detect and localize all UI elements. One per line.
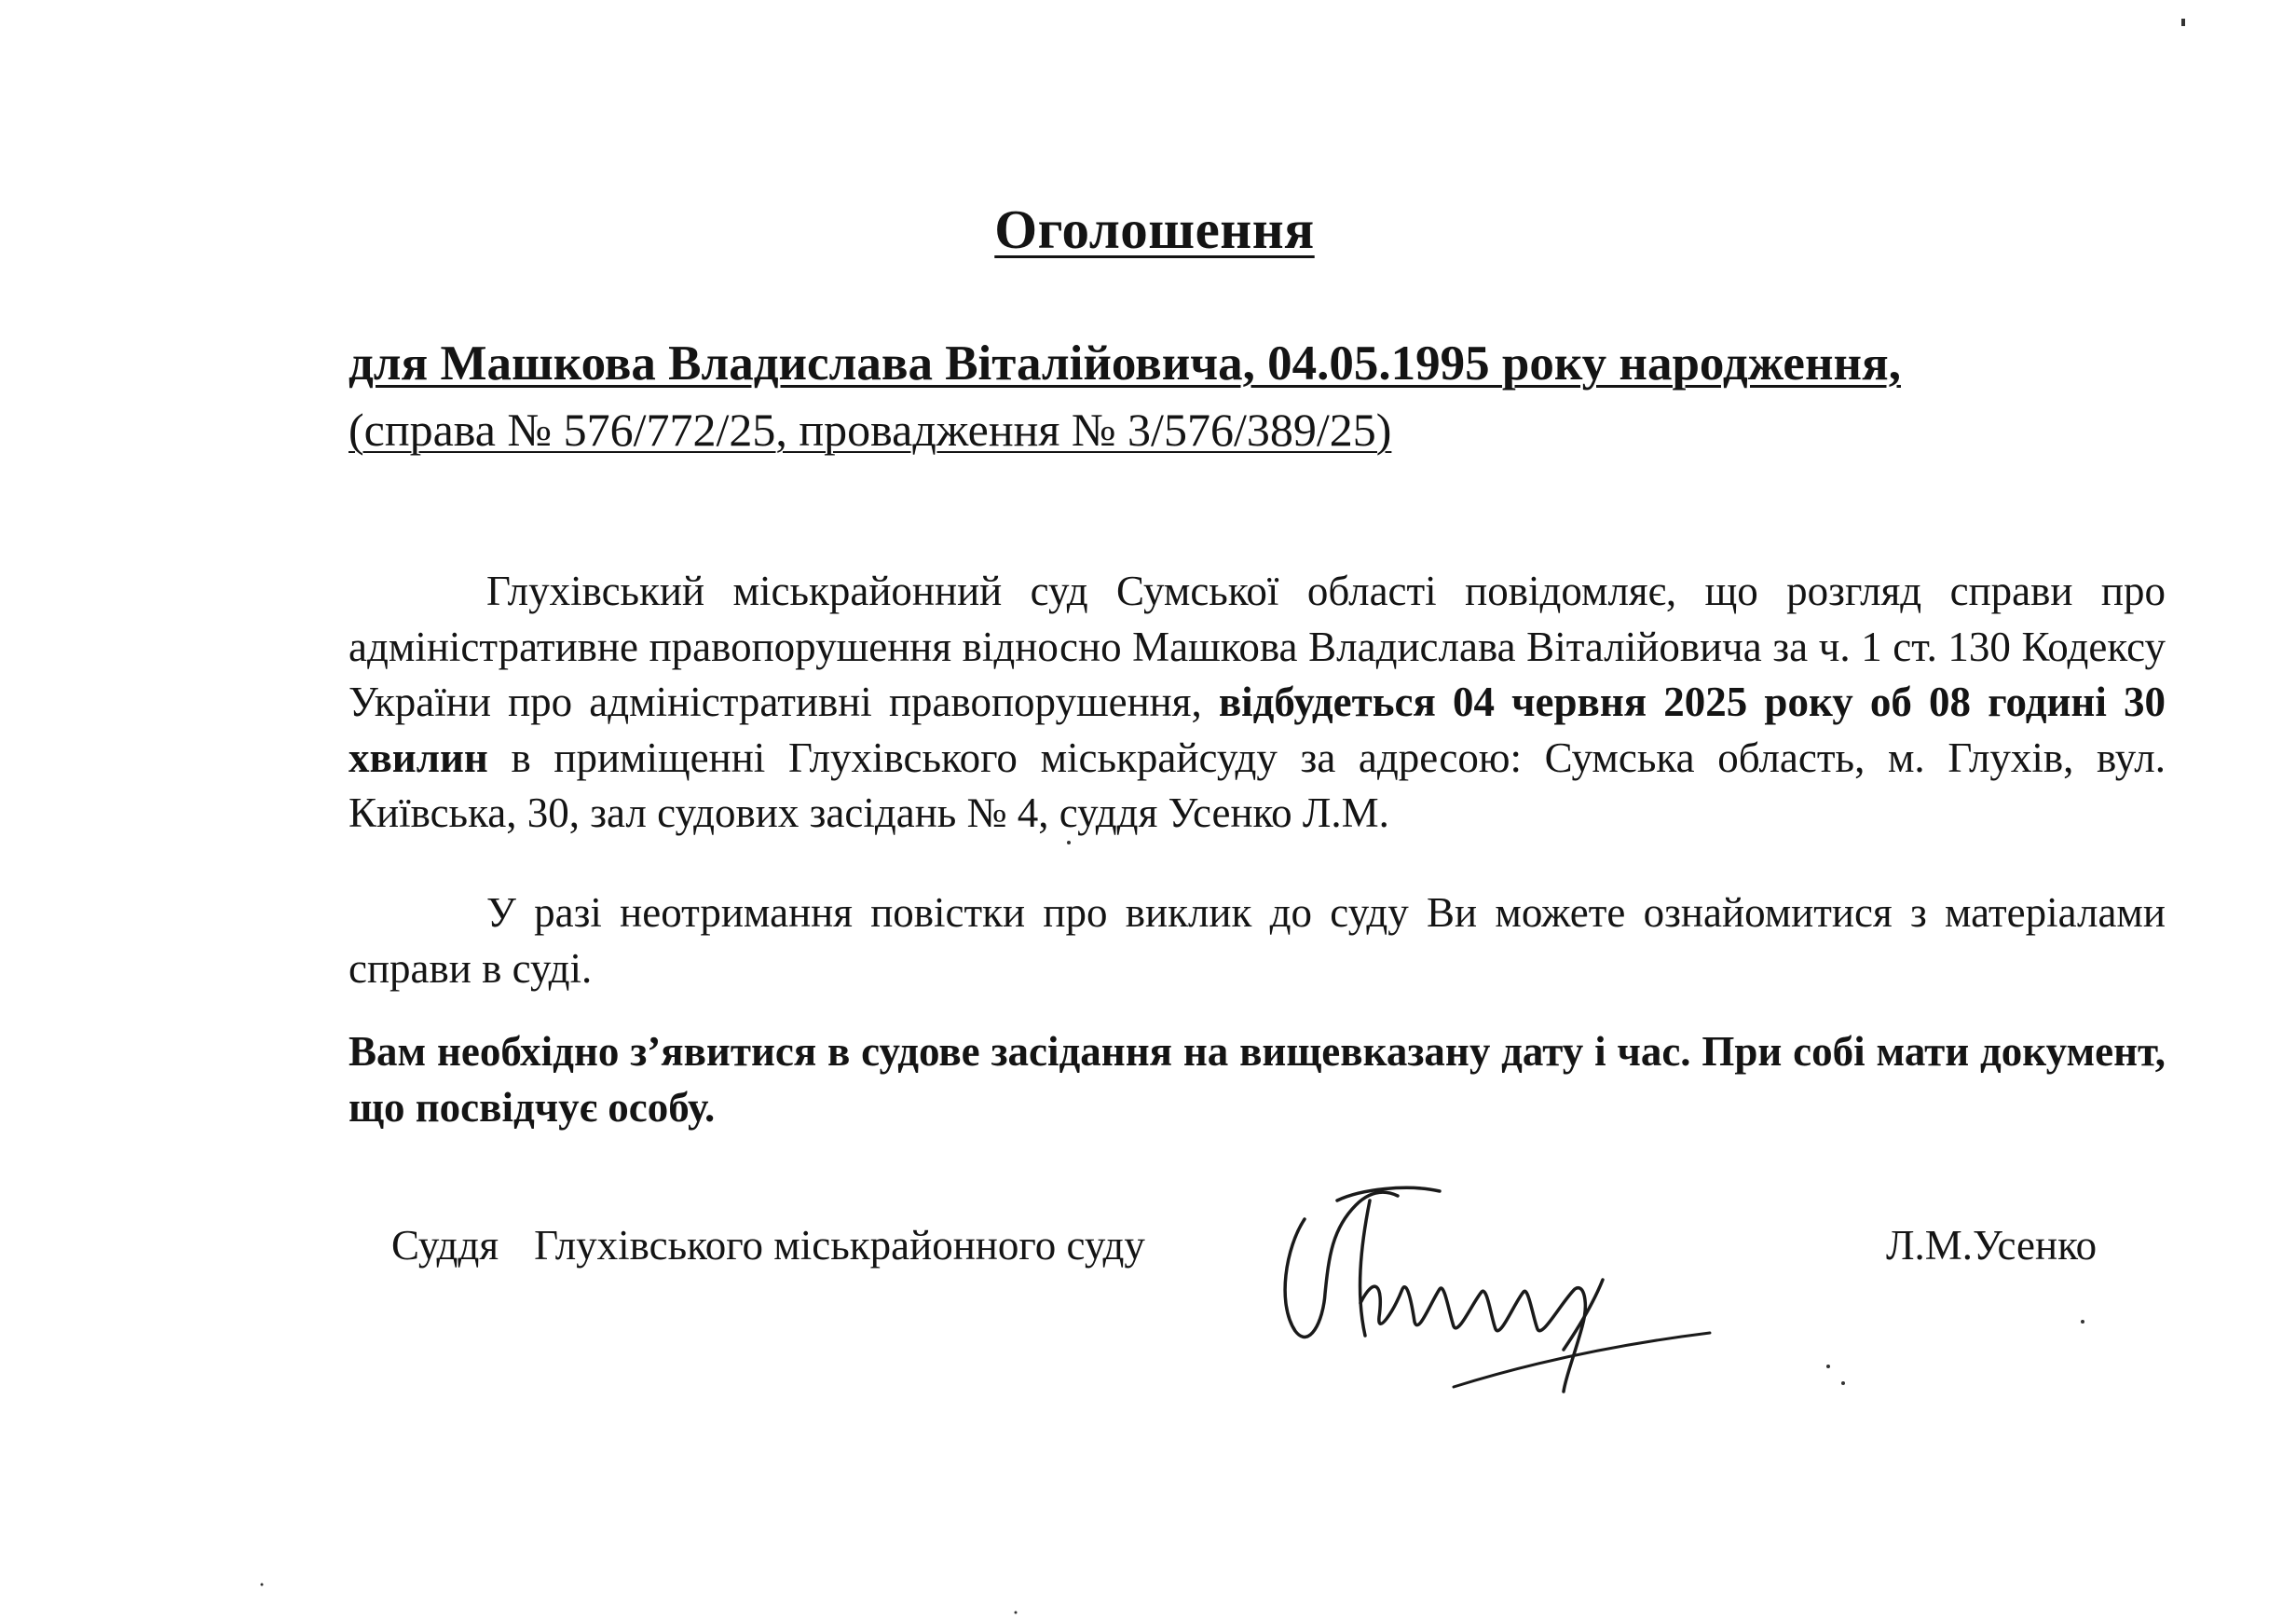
court-label: Глухівського міськрайонного суду (534, 1222, 1145, 1269)
position-label: Суддя (391, 1222, 499, 1269)
judge-name: Л.М.Усенко (1886, 1222, 2098, 1269)
subject-line: для Машкова Владислава Віталійовича, 04.05.1995 року народження, (348, 336, 1901, 391)
case-number-line: (справа № 576/772/25, провадження № 3/576/389/25) (348, 404, 1392, 456)
hearing-date-time: відбудеться 04 червня 2025 року об 08 годині 30 хвилин (348, 679, 2166, 781)
signature-position (391, 1221, 1145, 1269)
paragraph-hearing-text: Глухівський міськрайонний суд Сумської області повідомляє, що розгляд справи про адміністративне правопорушення відносно Машкова Владислава Віталійовича за ч. 1 ст. 130 Кодексу України про адміністративні правопорушення, (348, 568, 2166, 725)
paragraph-materials (348, 885, 2166, 996)
handwritten-signature (1267, 1163, 1733, 1406)
paragraph-hearing-info (348, 564, 2166, 842)
paragraph-hearing-address: в приміщенні Глухівського міськрайсуду за адресою: Сумська область, м. Глухів, вул. Київська, 30, зал судових засідань № 4, суддя Усенко Л.М. (348, 734, 2166, 836)
attendance-notice: Вам необхідно з’явитися в судове засідання на вищевказану дату і час. При собі мати документ, що посвідчує особу. (348, 1028, 2166, 1131)
document-title: Оголошення (994, 199, 1315, 260)
paragraph-materials-text: У разі неотримання повістки про виклик до суду Ви можете ознайомитися з матеріалами справи в суді. (348, 889, 2166, 992)
